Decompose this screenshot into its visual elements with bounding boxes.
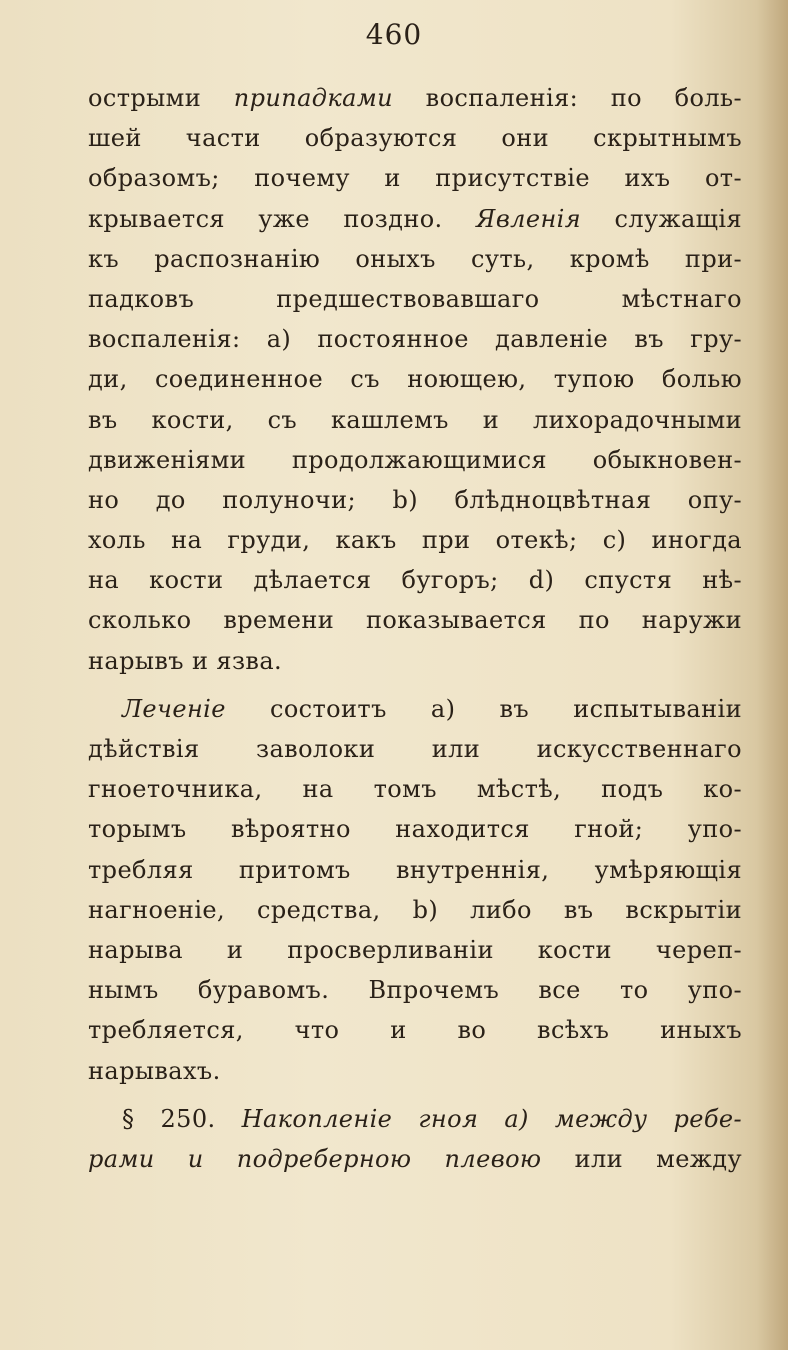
text-line [88, 560, 742, 600]
text-line [88, 1139, 742, 1179]
text-segment: движеніями продолжающимися обыкновен- [88, 445, 742, 474]
text-line [88, 850, 742, 890]
page-number: 460 [365, 18, 423, 51]
text-segment: требляется, что и во всѣхъ иныхъ [88, 1016, 742, 1045]
text-segment: ди, соединенное съ ноющею, тупою болью [88, 365, 742, 394]
text-segment: нымъ буравомъ. Впрочемъ все то упо- [88, 976, 742, 1005]
text-line [88, 1010, 742, 1050]
text-line [88, 78, 742, 118]
text-segment: нарывъ и язва. [88, 646, 283, 675]
italic-text: рами и подреберною плевою [88, 1144, 542, 1173]
body-text [88, 78, 742, 1179]
text-segment: шей части образуются они скрытнымъ [88, 124, 742, 153]
text-line [88, 600, 742, 640]
text-segment: § 250. [122, 1104, 242, 1133]
italic-text: Явленія [476, 204, 582, 233]
text-segment: требляя притомъ внутреннія, умѣряющія [88, 855, 742, 884]
text-segment: нарыва и просверливаніи кости череп- [88, 935, 742, 964]
text-segment: острыми [88, 84, 234, 112]
text-segment: дѣйствія заволоки или искусственнаго [88, 735, 742, 763]
text-segment: служащія [581, 204, 742, 233]
text-line [88, 1051, 742, 1091]
text-line [88, 118, 742, 158]
text-line [88, 279, 742, 319]
text-line [88, 440, 742, 480]
text-segment: воспаленія: а) постоянное давленіе въ гру- [88, 325, 742, 354]
text-line [88, 809, 742, 849]
text-segment: къ распознанію оныхъ суть, кромѣ при- [88, 244, 742, 273]
text-segment: сколько времени показывается по наружи [88, 606, 742, 635]
text-segment: образомъ; почему и присутствіе ихъ от- [88, 164, 742, 193]
text-line [88, 400, 742, 440]
text-segment: на кости дѣлается бугоръ; d) спустя нѣ- [88, 566, 742, 595]
text-line [88, 641, 742, 681]
text-segment: гноеточника, на томъ мѣстѣ, подъ ко- [88, 775, 742, 804]
italic-text: Накопленіе гноя а) между ребе- [241, 1104, 742, 1133]
text-line [88, 480, 742, 520]
text-line [88, 769, 742, 809]
text-line [88, 520, 742, 560]
text-segment: падковъ предшествовавшаго мѣстнаго [88, 284, 742, 313]
text-line [88, 1099, 742, 1139]
text-line [88, 970, 742, 1010]
text-line [88, 930, 742, 970]
text-line [88, 890, 742, 930]
text-segment: въ кости, съ кашлемъ и лихорадочными [88, 405, 742, 434]
text-segment: крывается уже поздно. [88, 204, 477, 233]
text-line [88, 359, 742, 399]
text-segment: нагноеніе, средства, b) либо въ вскрытіи [88, 895, 742, 924]
text-segment: холь на груди, какъ при отекѣ; с) иногда [88, 526, 742, 555]
text-line [88, 689, 742, 729]
text-segment: торымъ вѣроятно находится гной; упо- [88, 815, 742, 844]
text-segment: или между [541, 1144, 742, 1173]
text-segment: воспаленія: по боль- [393, 84, 742, 112]
text-segment: но до полуночи; b) блѣдноцвѣтная опу- [88, 485, 742, 514]
italic-text: Леченіе [122, 694, 226, 723]
text-line [88, 158, 742, 198]
text-segment: нарывахъ. [88, 1056, 221, 1085]
text-segment: состоитъ а) въ испытываніи [225, 694, 742, 723]
text-line [88, 199, 742, 239]
text-line [88, 239, 742, 279]
text-line [88, 319, 742, 359]
italic-text: припадками [233, 84, 394, 112]
text-line [88, 729, 742, 769]
